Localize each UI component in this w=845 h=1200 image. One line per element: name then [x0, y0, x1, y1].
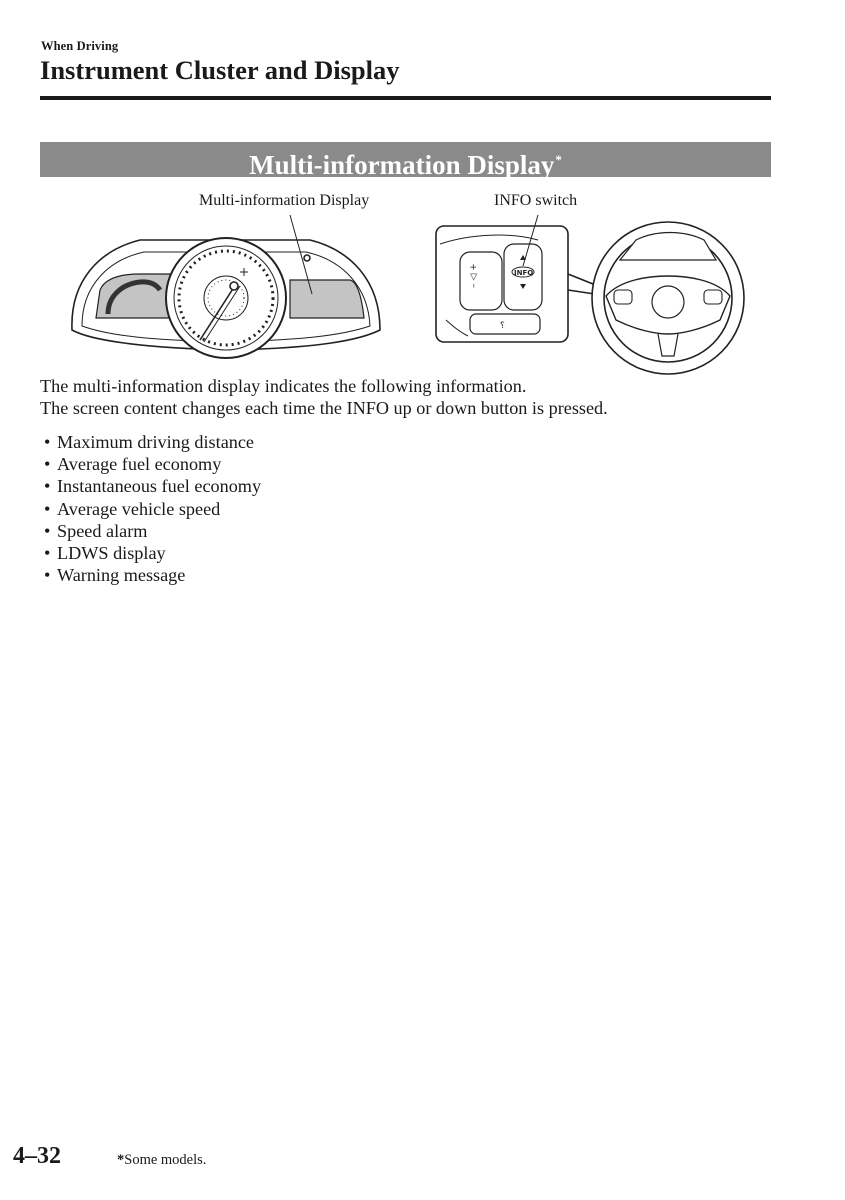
footnote-mark: * — [117, 1152, 125, 1168]
label-info-switch: INFO switch — [494, 192, 578, 209]
bullet-marker: • — [44, 565, 51, 586]
chapter-title: Instrument Cluster and Display — [40, 55, 400, 85]
intro-line-1: The multi-information display indicates the following information. — [40, 376, 527, 396]
info-switch-closeup — [436, 226, 568, 342]
bullet-marker: • — [44, 432, 51, 452]
instrument-cluster-drawing — [72, 238, 380, 358]
list-item: • Speed alarm — [44, 520, 148, 541]
list-item: • Average fuel economy — [44, 454, 222, 475]
list-item: • Average vehicle speed — [44, 498, 221, 519]
list-item: • LDWS display — [44, 542, 166, 563]
bullet-marker: • — [44, 542, 51, 563]
list-item: • Instantaneous fuel economy — [44, 476, 262, 497]
svg-text:⸮: ⸮ — [500, 321, 505, 331]
bullet-marker: • — [44, 476, 51, 497]
list-item: • Warning message — [44, 565, 186, 586]
bullet-marker: • — [44, 498, 51, 519]
bullet-marker: • — [44, 520, 51, 541]
steering-wheel-drawing — [592, 222, 744, 374]
instrument-cluster-illustration — [60, 210, 760, 380]
page-number: 4–32 — [13, 1143, 61, 1169]
footnote-text: Some models. — [124, 1152, 207, 1168]
info-items-list — [44, 431, 261, 586]
title-rule — [40, 96, 771, 100]
section-banner — [40, 142, 771, 180]
banner-asterisk: * — [555, 152, 562, 167]
intro-line-2: The screen content changes each time the INFO up or down button is pressed. — [40, 398, 608, 418]
banner-title: Multi-information Display* — [249, 150, 562, 180]
footnote — [117, 1152, 206, 1169]
svg-text:– ◁ +: – ◁ + — [469, 263, 479, 288]
label-multi-information-display: Multi-information Display — [199, 192, 370, 209]
section-label: When Driving — [41, 39, 119, 53]
list-item: • Maximum driving distance — [44, 432, 254, 452]
bullet-marker: • — [44, 454, 51, 475]
info-button-label: INFO — [514, 269, 534, 277]
